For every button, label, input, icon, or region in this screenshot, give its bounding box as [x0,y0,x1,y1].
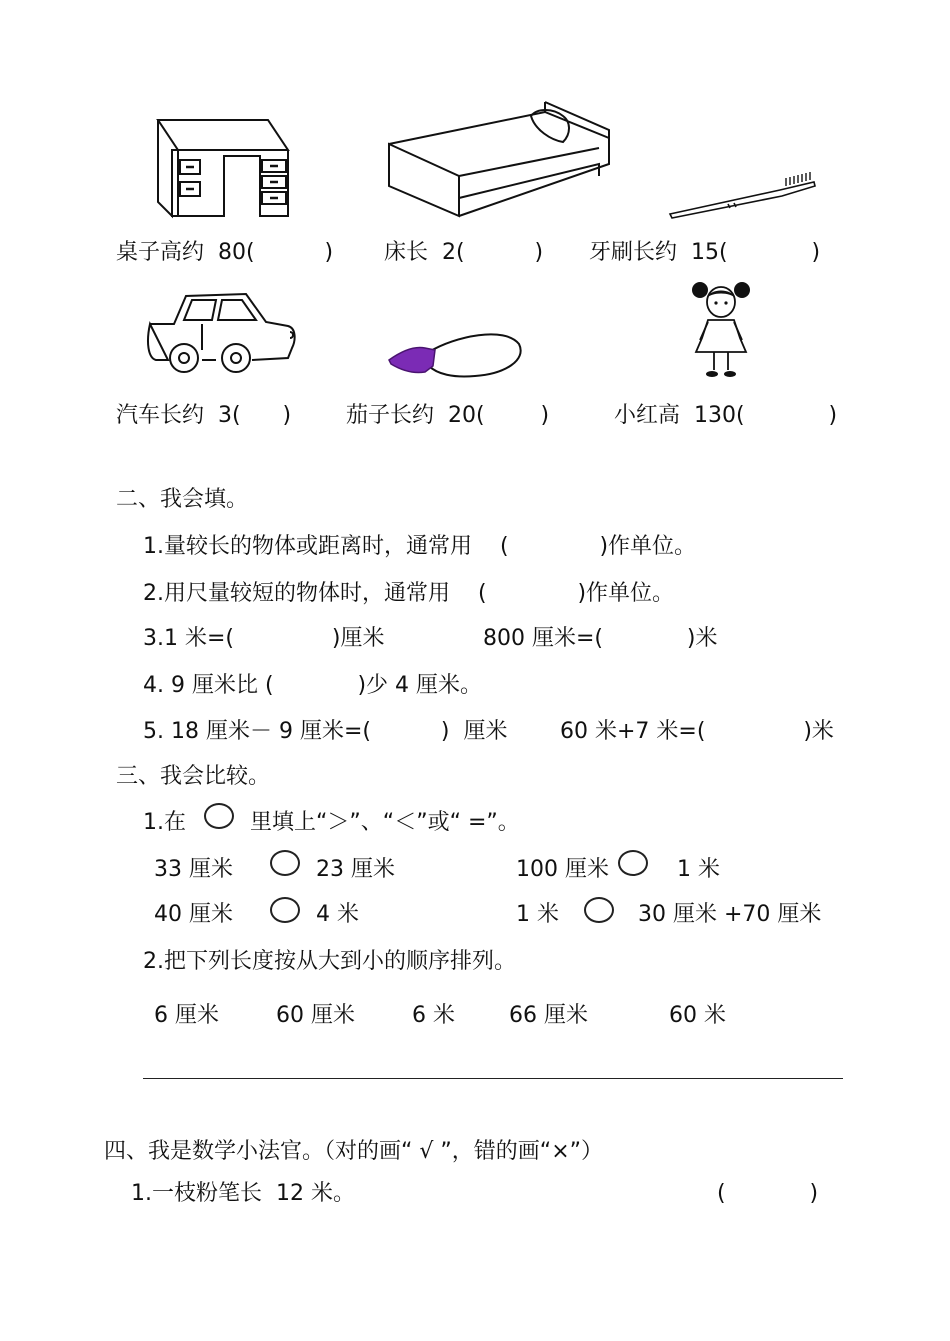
compare-2-circle[interactable] [618,850,648,876]
fill-question-4: 4. 9 厘米比 ( )少 4 厘米。 [143,673,483,698]
car-illustration [142,288,300,380]
length-item-3: 6 米 [412,1003,455,1028]
desk-illustration [150,112,295,222]
fill-question-5a: 5. 18 厘米－ 9 厘米=( ) 厘米 [143,719,508,744]
compare-3-circle[interactable] [270,897,300,923]
section-3-heading: 三、我会比较。 [116,764,271,789]
fill-question-2: 2.用尺量较短的物体时，通常用 ( )作单位。 [143,581,675,606]
girl-height-question: 小红高 130( ) [614,403,838,428]
compare-1-right: 23 厘米 [316,857,395,882]
compare-instruction-prefix: 1.在 [143,810,186,835]
answer-line[interactable] [143,1078,843,1079]
fill-question-5b: 60 米+7 米=( )米 [560,719,834,744]
compare-3-right: 4 米 [316,902,359,927]
car-length-question: 汽车长约 3( ) [116,403,292,428]
length-item-2: 60 厘米 [276,1003,355,1028]
fill-question-3a: 3.1 米=( )厘米 [143,626,385,651]
order-instruction: 2.把下列长度按从大到小的顺序排列。 [143,949,516,974]
compare-3-left: 40 厘米 [154,902,233,927]
bed-illustration [385,98,617,220]
toothbrush-illustration [668,170,818,222]
compare-4-circle[interactable] [584,897,614,923]
fill-question-3b: 800 厘米=( )米 [483,626,718,651]
eggplant-illustration [385,330,525,382]
eggplant-length-question: 茄子长约 20( ) [346,403,550,428]
judge-answer-1[interactable]: ( ) [717,1181,819,1206]
length-item-4: 66 厘米 [509,1003,588,1028]
length-item-5: 60 米 [669,1003,726,1028]
bed-length-question: 床长 2( ) [384,240,544,265]
section-2-heading: 二、我会填。 [116,487,249,512]
judge-question-1: 1.一枝粉笔长 12 米。 [131,1181,355,1206]
section-4-heading: 四、我是数学小法官。（对的画“ √ ”，错的画“×”） [104,1139,604,1164]
compare-2-left: 100 厘米 [516,857,609,882]
compare-1-circle[interactable] [270,850,300,876]
length-item-1: 6 厘米 [154,1003,219,1028]
girl-illustration [690,278,752,382]
compare-instruction-suffix: 里填上“＞”、“＜”或“ =”。 [250,810,520,835]
compare-1-left: 33 厘米 [154,857,233,882]
compare-2-right: 1 米 [677,857,720,882]
toothbrush-length-question: 牙刷长约 15( ) [589,240,821,265]
compare-4-right: 30 厘米 +70 厘米 [638,902,822,927]
desk-height-question: 桌子高约 80( ) [116,240,334,265]
example-circle [204,803,234,829]
compare-4-left: 1 米 [516,902,559,927]
fill-question-1: 1.量较长的物体或距离时，通常用 ( )作单位。 [143,534,697,559]
